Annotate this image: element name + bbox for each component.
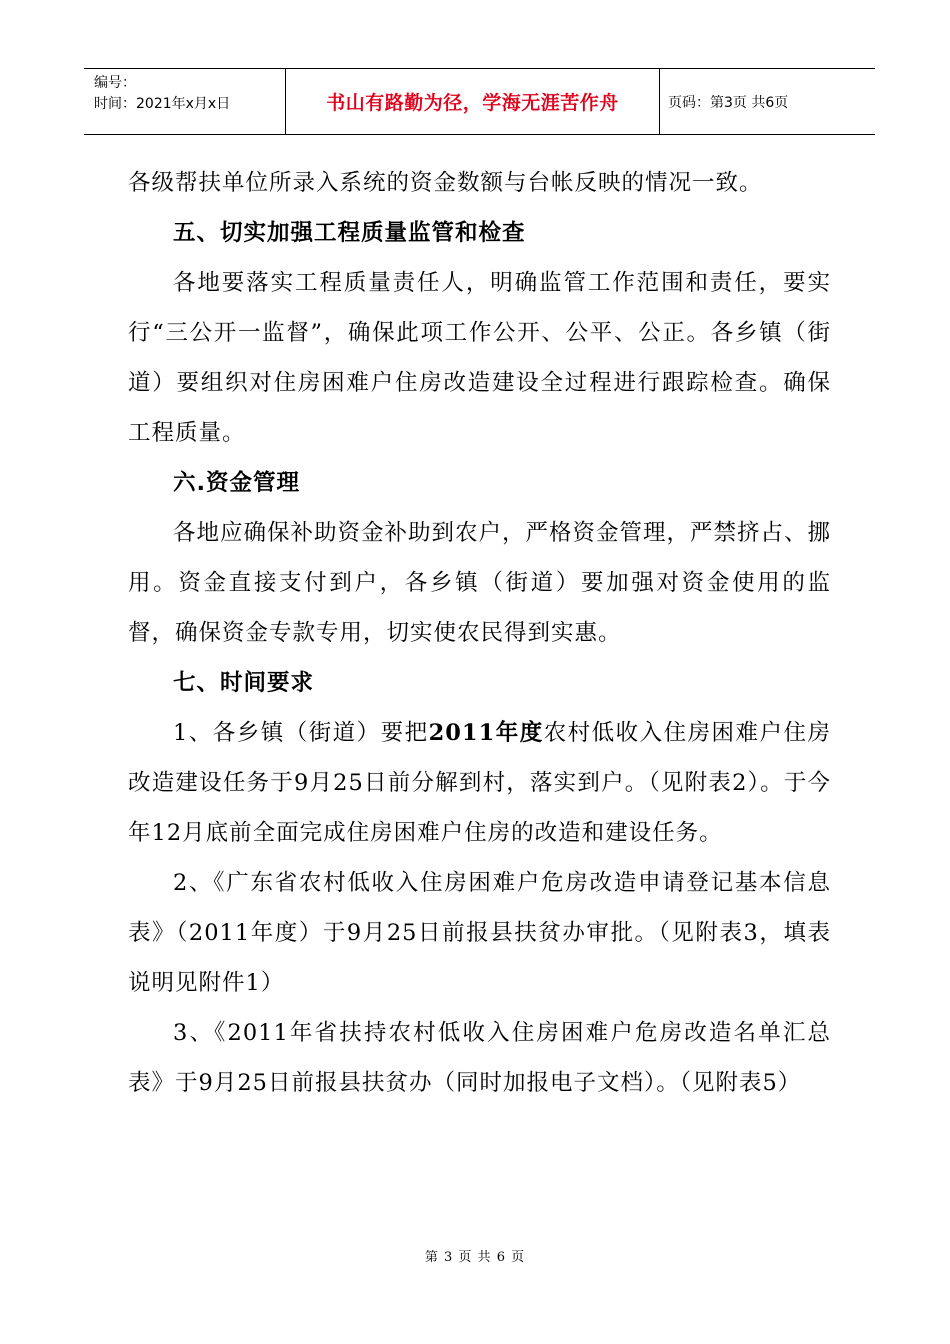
section-heading-6: 六.资金管理 xyxy=(173,470,301,496)
list-item-1-start: 1、各乡镇（街道）要把 xyxy=(173,720,429,746)
paragraph-continuation: 各级帮扶单位所录入系统的资金数额与台帐反映的情况一致。 xyxy=(128,170,763,196)
header-meta-cell xyxy=(84,69,286,134)
header-motto: 书山有路勤为径，学海无涯苦作舟 xyxy=(326,92,619,114)
section-heading-7: 七、时间要求 xyxy=(173,670,315,696)
list-item-1 xyxy=(128,708,831,858)
page-footer: 第 3 页 共 6 页 xyxy=(424,1250,526,1265)
document-number-label: 编号： xyxy=(94,75,136,91)
header-page-cell xyxy=(660,69,875,134)
list-item-3: 3、《2011年省扶持农村低收入住房困难户危房改造名单汇总表》于9月25日前报县扶贫办（同时加报电子文档）。（见附表5） xyxy=(128,1020,831,1096)
document-time-label: 时间：2021年x月x日 xyxy=(94,96,231,112)
header-page-info: 页码：第3页 共6页 xyxy=(668,94,789,111)
list-item-2: 2、《广东省农村低收入住房困难户危房改造申请登记基本信息表》（2011年度）于9月25日前报县扶贫办审批。（见附表3，填表说明见附件1） xyxy=(128,870,831,996)
header-motto-cell xyxy=(286,69,660,134)
document-body xyxy=(128,158,831,1108)
document-header xyxy=(84,68,875,135)
list-item-1-year: 2011年度 xyxy=(428,720,544,746)
paragraph-quality-supervision: 各地要落实工程质量责任人，明确监管工作范围和责任，要实行“三公开一监督”，确保此项工作公开、公平、公正。各乡镇（街道）要组织对住房困难户住房改造建设全过程进行跟踪检查。确保工程质量。 xyxy=(128,270,831,446)
section-heading-5: 五、切实加强工程质量监管和检查 xyxy=(173,220,526,246)
list-item-1-rest: 农村低收入住房困难户住房改造建设任务于9月25日前分解到村，落实到户。（见附表2）。于今年12月底前全面完成住房困难户住房的改造和建设任务。 xyxy=(128,720,831,846)
paragraph-fund-management: 各地应确保补助资金补助到农户，严格资金管理，严禁挤占、挪用。资金直接支付到户，各乡镇（街道）要加强对资金使用的监督，确保资金专款专用，切实使农民得到实惠。 xyxy=(128,520,832,646)
